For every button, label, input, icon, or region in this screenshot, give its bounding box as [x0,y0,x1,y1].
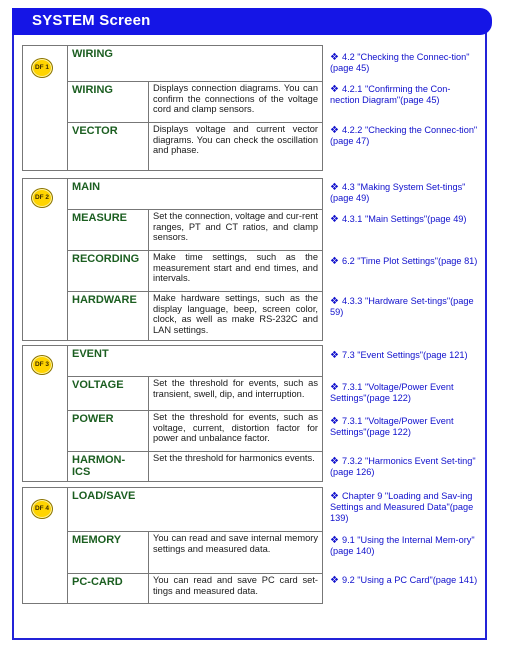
diamond-bullet-icon: ❖ [330,84,339,95]
diamond-bullet-icon: ❖ [330,182,339,193]
row-name: VOLTAGE [72,379,124,391]
diamond-bullet-icon: ❖ [330,491,339,502]
diamond-bullet-icon: ❖ [330,125,339,136]
section-main [22,178,323,341]
row-name: POWER [72,413,114,425]
reference-link[interactable]: ❖ 4.3 "Making System Set-tings"(page 49) [330,182,466,203]
table-row [67,291,322,341]
reference-link[interactable]: ❖ 4.2.2 "Checking the Connec-tion"(page 47) [330,125,478,146]
reference-link[interactable]: ❖ 7.3.2 "Harmonics Event Set-ting"(page 126) [330,456,476,477]
table-row [67,250,322,291]
diamond-bullet-icon: ❖ [330,296,339,307]
row-description: Make hardware settings, such as the display language, beep, screen color, clock, as well as make RS-232C and LAN settings. [148,292,322,341]
bottom-rule [12,638,487,640]
reference-link[interactable]: ❖ 7.3.1 "Voltage/Power Event Settings"(page 122) [330,382,454,403]
reference-link[interactable]: ❖ 7.3 "Event Settings"(page 121) [330,350,468,361]
reference-link[interactable]: ❖ 4.3.1 "Main Settings"(page 49) [330,214,467,225]
section-event [22,345,323,482]
reference-link[interactable]: ❖ 7.3.1 "Voltage/Power Event Settings"(page 122) [330,416,454,437]
table-row [67,531,322,573]
row-description: Displays voltage and current vector diagrams. You can check the oscillation and phase. [148,123,322,171]
reference-link[interactable]: ❖ 4.3.3 "Hardware Set-tings"(page 59) [330,296,474,317]
df4-key-icon: DF 4 [31,499,53,519]
section-load-save [22,487,323,604]
row-description: Displays connection diagrams. You can confirm the connections of the voltage cord and clamp sensors. [148,82,322,122]
df2-key-icon: DF 2 [31,188,53,208]
reference-link[interactable]: ❖ Chapter 9 "Loading and Sav-ing Settings and Measured Data"(page 139) [330,491,474,523]
reference-link[interactable]: ❖ 4.2.1 "Confirming the Con-nection Diagram"(page 45) [330,84,451,105]
diamond-bullet-icon: ❖ [330,535,339,546]
table-row [67,209,322,250]
section-header: MAIN [72,181,101,193]
row-name: RECORDING [72,253,140,265]
row-name: HARDWARE [72,294,137,306]
row-description: You can read and save PC card set-tings and measured data. [148,574,322,604]
table-row [67,451,322,482]
table-row [67,122,322,171]
table-row [67,410,322,451]
section-header: EVENT [72,348,109,360]
table-row [67,573,322,604]
reference-link[interactable]: ❖ 4.2 "Checking the Connec-tion"(page 45) [330,52,470,73]
diamond-bullet-icon: ❖ [330,456,339,467]
title-bar [12,8,492,35]
section-header: LOAD/SAVE [72,490,136,502]
table-row [67,376,322,410]
table-row [67,81,322,122]
diamond-bullet-icon: ❖ [330,256,339,267]
row-description: Set the threshold for harmonics events. [148,452,322,482]
row-name: PC-CARD [72,576,123,588]
section-wiring [22,45,323,171]
diamond-bullet-icon: ❖ [330,382,339,393]
reference-link[interactable]: ❖ 9.2 "Using a PC Card"(page 141) [330,575,478,586]
diamond-bullet-icon: ❖ [330,350,339,361]
row-description: Set the threshold for events, such as voltage, current, distortion factor for power and unbalance factor. [148,411,322,451]
row-name: MEMORY [72,534,122,546]
diamond-bullet-icon: ❖ [330,575,339,586]
row-description: You can read and save internal memory settings and measured data. [148,532,322,573]
page-title: SYSTEM Screen [32,12,151,29]
row-name: WIRING [72,84,113,96]
diamond-bullet-icon: ❖ [330,52,339,63]
row-name: HARMON-ICS [72,454,126,478]
row-description: Make time settings, such as the measurement start and end times, and intervals. [148,251,322,291]
diamond-bullet-icon: ❖ [330,416,339,427]
diamond-bullet-icon: ❖ [330,214,339,225]
row-name: VECTOR [72,125,118,137]
row-name: MEASURE [72,212,128,224]
df3-key-icon: DF 3 [31,355,53,375]
reference-link[interactable]: ❖ 9.1 "Using the Internal Mem-ory"(page 140) [330,535,475,556]
row-description: Set the connection, voltage and cur-rent ranges, PT and CT ratios, and clamp sensors. [148,210,322,250]
df1-key-icon: DF 1 [31,58,53,78]
row-description: Set the threshold for events, such as transient, swell, dip, and interruption. [148,377,322,410]
section-header: WIRING [72,48,113,60]
reference-link[interactable]: ❖ 6.2 "Time Plot Settings"(page 81) [330,256,478,267]
